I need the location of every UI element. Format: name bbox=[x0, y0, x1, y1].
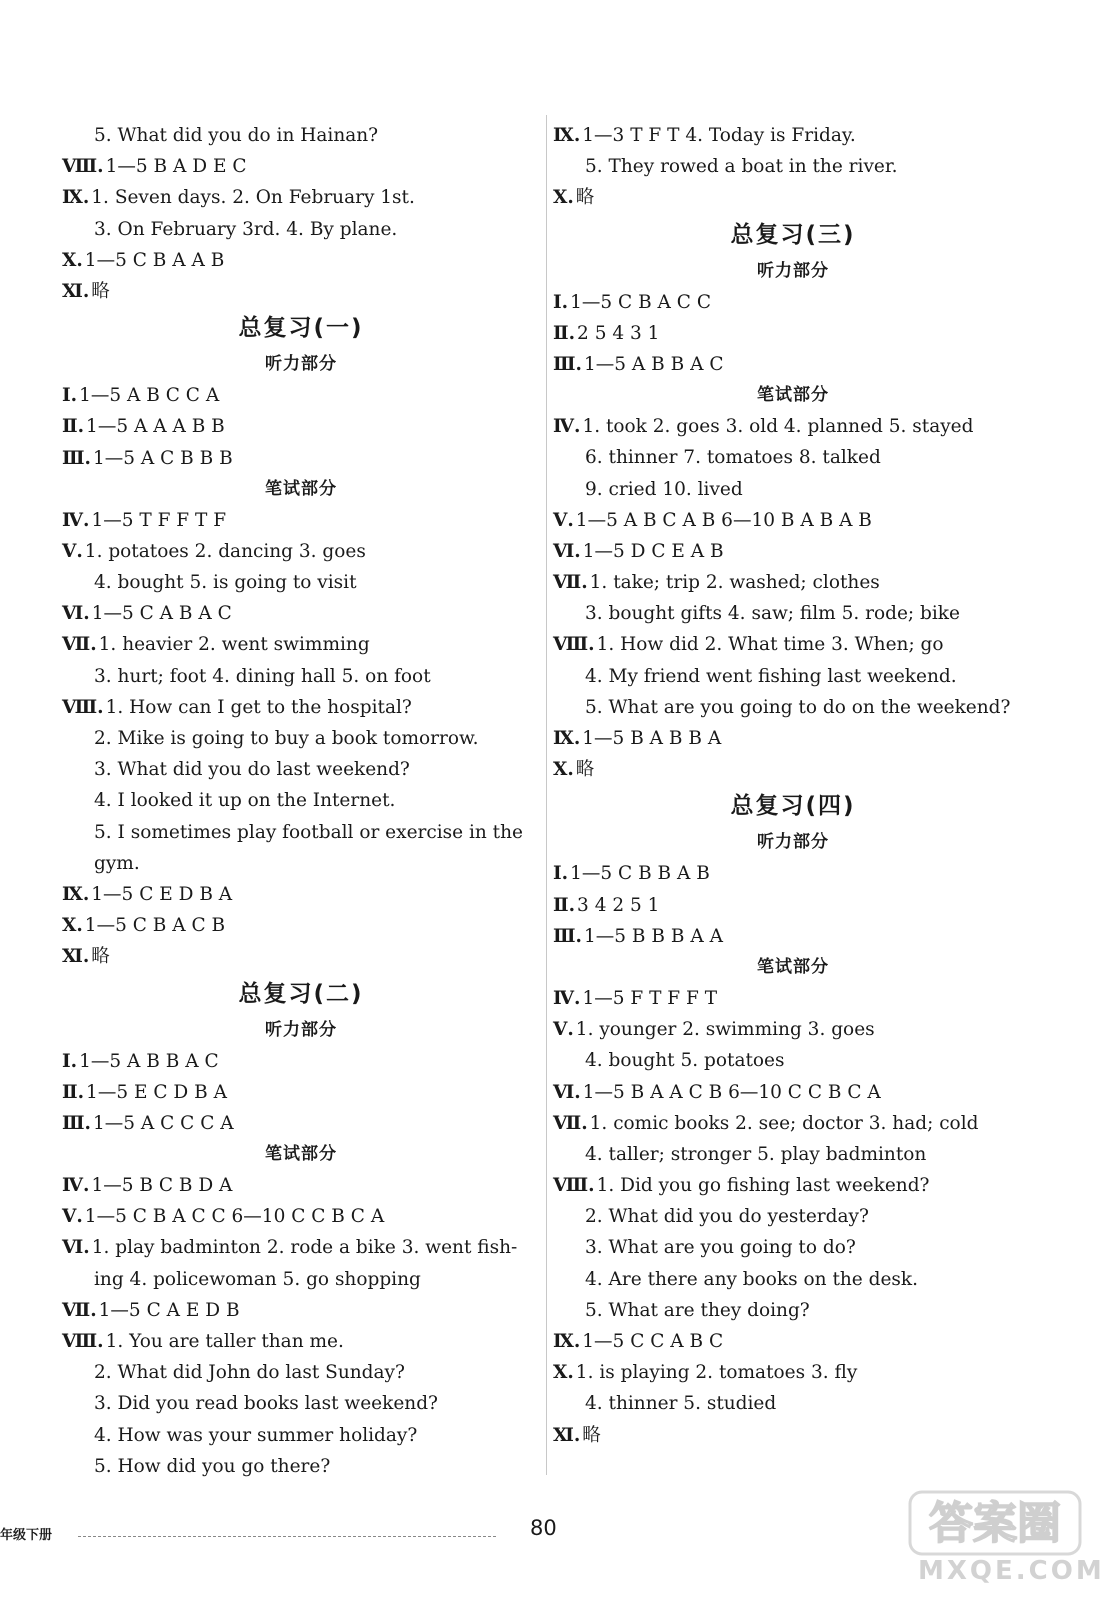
answer-line bbox=[62, 1232, 540, 1263]
answer-text: 1—5 A A A B B bbox=[86, 416, 225, 438]
answer-line bbox=[553, 983, 1033, 1014]
answer-text: 4. How was your summer holiday? bbox=[94, 1424, 418, 1446]
answer-text: 1—5 A B B A C bbox=[79, 1050, 219, 1072]
answer-text: 1—5 B A B B A bbox=[582, 728, 722, 749]
question-number: Ⅲ. bbox=[553, 925, 582, 947]
answer-text: 3. Did you read books last weekend? bbox=[94, 1393, 438, 1415]
answer-text: 3. hurt; foot 4. dining hall 5. on foot bbox=[94, 665, 431, 687]
answer-text: 1—5 B A A C B 6—10 C C B C A bbox=[582, 1081, 881, 1103]
answer-line bbox=[62, 380, 540, 411]
answer-text: 1—5 D C E A B bbox=[582, 540, 724, 562]
answer-line bbox=[62, 1264, 540, 1295]
answer-text: 4. bought 5. is going to visit bbox=[94, 572, 357, 594]
question-number: Ⅴ. bbox=[553, 509, 574, 531]
question-number: Ⅱ. bbox=[62, 416, 85, 438]
question-number: Ⅹ. bbox=[553, 759, 574, 781]
answer-line bbox=[553, 442, 1033, 473]
answer-text: 5. How did you go there? bbox=[94, 1455, 331, 1477]
answer-text: 1—5 C B A C B bbox=[84, 915, 226, 937]
watermark-url: MXQE.COM bbox=[918, 1556, 1105, 1586]
answer-line bbox=[62, 1420, 540, 1451]
answer-text: 1—5 C B A C C bbox=[570, 291, 711, 313]
answer-text: 4. I looked it up on the Internet. bbox=[94, 790, 396, 812]
part-subheading: 听力部分 bbox=[757, 832, 829, 853]
question-number: Ⅲ. bbox=[62, 1112, 91, 1134]
question-number: Ⅶ. bbox=[62, 634, 97, 656]
answer-line bbox=[553, 1170, 1033, 1201]
answer-text: 1. play badminton 2. rode a bike 3. went fish- bbox=[91, 1237, 518, 1259]
question-number: Ⅺ. bbox=[62, 946, 90, 968]
answer-line bbox=[553, 474, 1033, 505]
question-number: Ⅹ. bbox=[62, 249, 83, 271]
answer-text: 3. On February 3rd. 4. By plane. bbox=[94, 218, 398, 240]
answer-text: 1—5 A C C C A bbox=[92, 1112, 234, 1134]
answer-line bbox=[62, 120, 540, 151]
answer-text: 1. You are taller than me. bbox=[105, 1331, 344, 1352]
answer-line bbox=[62, 151, 540, 182]
question-number: Ⅺ. bbox=[62, 280, 90, 302]
question-number: Ⅵ. bbox=[62, 1237, 90, 1259]
answer-line bbox=[553, 182, 1033, 213]
answer-text: 4. bought 5. potatoes bbox=[585, 1050, 785, 1072]
question-number: Ⅳ. bbox=[62, 1175, 90, 1197]
answer-text: 5. What did you do in Hainan? bbox=[94, 125, 379, 146]
answer-text: 1. Seven days. 2. On February 1st. bbox=[91, 187, 415, 209]
answer-line bbox=[62, 785, 540, 816]
answer-text: 1—5 C E D B A bbox=[91, 883, 233, 905]
answer-line bbox=[553, 120, 1033, 151]
answer-text: 1—5 C A E D B bbox=[98, 1299, 240, 1321]
answer-line bbox=[553, 1420, 1033, 1451]
answer-line bbox=[553, 1264, 1033, 1295]
answer-text: 4. My friend went fishing last weekend. bbox=[585, 665, 957, 687]
answer-text: 9. cried 10. lived bbox=[585, 478, 743, 500]
part-subheading: 听力部分 bbox=[265, 1019, 337, 1040]
question-number: Ⅰ. bbox=[62, 385, 78, 407]
answer-line bbox=[553, 318, 1033, 349]
answer-line bbox=[553, 754, 1033, 785]
question-number: Ⅸ. bbox=[553, 125, 581, 146]
question-number: Ⅴ. bbox=[62, 540, 83, 562]
question-number: Ⅰ. bbox=[553, 291, 569, 313]
question-number: Ⅵ. bbox=[62, 603, 90, 625]
question-number: Ⅷ. bbox=[553, 1175, 595, 1197]
answer-line bbox=[62, 661, 540, 692]
answer-line bbox=[553, 411, 1033, 442]
answer-text: gym. bbox=[94, 852, 140, 874]
answer-line bbox=[62, 1201, 540, 1232]
question-number: Ⅳ. bbox=[553, 987, 581, 1009]
answer-line bbox=[62, 941, 540, 972]
answer-text: 2. Mike is going to buy a book tomorrow. bbox=[94, 728, 479, 749]
question-number: Ⅶ. bbox=[553, 1112, 588, 1134]
watermark-logo-text: 答案圈 bbox=[929, 1498, 1061, 1549]
left-column bbox=[62, 120, 540, 1482]
answer-line bbox=[62, 1388, 540, 1419]
answer-line bbox=[62, 411, 540, 442]
answer-line bbox=[553, 1232, 1033, 1263]
question-number: Ⅶ. bbox=[62, 1299, 97, 1321]
answer-text: 1—5 A B B A C bbox=[583, 353, 724, 375]
section-heading: 总复习(一) bbox=[238, 315, 364, 342]
answer-line bbox=[553, 921, 1033, 952]
question-number: Ⅷ. bbox=[62, 156, 104, 178]
question-number: Ⅱ. bbox=[553, 322, 576, 344]
answer-text: 1—5 F T F F T bbox=[582, 987, 718, 1009]
answer-text: 1—5 C A B A C bbox=[91, 603, 232, 625]
answer-line bbox=[553, 1139, 1033, 1170]
answer-line bbox=[553, 723, 1033, 754]
answer-text: 1. Did you go fishing last weekend? bbox=[596, 1175, 930, 1197]
answer-text: 略 bbox=[575, 187, 595, 209]
answer-line bbox=[62, 848, 540, 879]
answer-text: ing 4. policewoman 5. go shopping bbox=[94, 1268, 421, 1290]
answer-line bbox=[62, 443, 540, 474]
answer-text: 1. take; trip 2. washed; clothes bbox=[589, 572, 880, 594]
question-number: Ⅰ. bbox=[553, 863, 569, 885]
part-subheading: 笔试部分 bbox=[757, 385, 829, 406]
answer-line bbox=[553, 287, 1033, 318]
answer-line bbox=[553, 858, 1033, 889]
answer-text: 2 5 4 3 1 bbox=[577, 322, 660, 344]
answer-text: 2. What did John do last Sunday? bbox=[94, 1362, 405, 1384]
answer-line bbox=[62, 723, 540, 754]
answer-text: 4. taller; stronger 5. play badminton bbox=[585, 1143, 927, 1165]
part-subheading: 听力部分 bbox=[757, 260, 829, 281]
answer-line bbox=[553, 1201, 1033, 1232]
answer-text: 5. What are you going to do on the weekend? bbox=[585, 696, 1011, 718]
answer-line bbox=[553, 1295, 1033, 1326]
answer-text: 1—5 A B C C A bbox=[79, 385, 220, 407]
answer-text: 1. How can I get to the hospital? bbox=[105, 696, 412, 718]
answer-text: 3. What are you going to do? bbox=[585, 1237, 856, 1259]
answer-text: 1—5 C B B A B bbox=[570, 863, 710, 885]
answer-line bbox=[553, 536, 1033, 567]
answer-line bbox=[62, 1357, 540, 1388]
answer-text: 3. What did you do last weekend? bbox=[94, 759, 410, 781]
answer-text: 1—3 T F T 4. Today is Friday. bbox=[582, 125, 856, 146]
answer-text: 1—5 C B A C C 6—10 C C B C A bbox=[84, 1206, 385, 1228]
question-number: Ⅳ. bbox=[62, 509, 90, 531]
question-number: Ⅵ. bbox=[553, 540, 581, 562]
answer-line bbox=[553, 1108, 1033, 1139]
answer-line bbox=[62, 1326, 540, 1357]
answer-line bbox=[62, 879, 540, 910]
answer-text: 1. younger 2. swimming 3. goes bbox=[575, 1019, 875, 1041]
answer-line bbox=[62, 817, 540, 848]
answer-line bbox=[553, 567, 1033, 598]
answer-text: 1—5 B A D E C bbox=[105, 156, 247, 178]
part-subheading: 笔试部分 bbox=[757, 956, 829, 977]
answer-line bbox=[553, 1326, 1033, 1357]
answer-text: 略 bbox=[582, 1424, 601, 1446]
question-number: Ⅴ. bbox=[62, 1206, 83, 1228]
question-number: Ⅱ. bbox=[62, 1081, 85, 1103]
section-heading: 总复习(四) bbox=[730, 793, 856, 820]
answer-text: 1. is playing 2. tomatoes 3. fly bbox=[575, 1362, 858, 1384]
answer-text: 5. I sometimes play football or exercise in the bbox=[94, 821, 523, 843]
answer-line bbox=[62, 754, 540, 785]
page-number: 80 bbox=[530, 1516, 557, 1540]
answer-text: 3. bought gifts 4. saw; film 5. rode; bike bbox=[585, 603, 960, 625]
question-number: Ⅹ. bbox=[553, 187, 574, 209]
answer-text: 1—5 T F F T F bbox=[91, 509, 227, 531]
answer-line bbox=[553, 505, 1033, 536]
answer-line bbox=[553, 692, 1033, 723]
answer-text: 5. They rowed a boat in the river. bbox=[585, 156, 898, 178]
answer-text: 略 bbox=[91, 946, 110, 968]
answer-line bbox=[62, 1108, 540, 1139]
answer-text: 1—5 B B B A A bbox=[583, 925, 723, 947]
answer-text: 3 4 2 5 1 bbox=[577, 894, 660, 916]
question-number: Ⅸ. bbox=[553, 728, 581, 749]
answer-line bbox=[553, 598, 1033, 629]
answer-text: 1—5 E C D B A bbox=[86, 1081, 227, 1103]
answer-text: 1—5 C B A A B bbox=[84, 249, 225, 271]
question-number: Ⅹ. bbox=[62, 915, 83, 937]
answer-line bbox=[553, 661, 1033, 692]
column-divider bbox=[546, 115, 547, 1475]
answer-text: 4. thinner 5. studied bbox=[585, 1393, 777, 1415]
answer-text: 2. What did you do yesterday? bbox=[585, 1206, 869, 1228]
question-number: Ⅰ. bbox=[62, 1050, 78, 1072]
answer-line bbox=[62, 910, 540, 941]
question-number: Ⅸ. bbox=[62, 883, 90, 905]
question-number: Ⅲ. bbox=[553, 353, 582, 375]
answer-text: 5. What are they doing? bbox=[585, 1299, 810, 1321]
answer-line bbox=[62, 245, 540, 276]
question-number: Ⅷ. bbox=[62, 1331, 104, 1352]
answer-line bbox=[62, 1077, 540, 1108]
answer-line bbox=[62, 536, 540, 567]
section-heading: 总复习(三) bbox=[730, 221, 856, 248]
question-number: Ⅸ. bbox=[553, 1331, 581, 1352]
answer-text: 1. heavier 2. went swimming bbox=[98, 634, 370, 656]
question-number: Ⅸ. bbox=[62, 187, 90, 209]
answer-line bbox=[553, 1388, 1033, 1419]
part-subheading: 听力部分 bbox=[265, 354, 337, 375]
answer-line bbox=[62, 276, 540, 307]
question-number: Ⅺ. bbox=[553, 1424, 581, 1446]
question-number: Ⅱ. bbox=[553, 894, 576, 916]
part-subheading: 笔试部分 bbox=[265, 478, 337, 499]
answer-line bbox=[553, 890, 1033, 921]
answer-text: 4. Are there any books on the desk. bbox=[585, 1268, 918, 1290]
right-column bbox=[553, 120, 1033, 1451]
section-heading: 总复习(二) bbox=[238, 980, 364, 1007]
question-number: Ⅷ. bbox=[553, 634, 595, 656]
question-number: Ⅷ. bbox=[62, 696, 104, 718]
answer-line bbox=[62, 182, 540, 213]
answer-text: 1—5 B C B D A bbox=[91, 1175, 233, 1197]
answer-line bbox=[62, 1046, 540, 1077]
question-number: Ⅴ. bbox=[553, 1019, 574, 1041]
answer-line bbox=[62, 567, 540, 598]
answer-text: 1. How did 2. What time 3. When; go bbox=[596, 634, 944, 656]
question-number: Ⅳ. bbox=[553, 416, 581, 438]
answer-line bbox=[62, 598, 540, 629]
answer-line bbox=[62, 214, 540, 245]
question-number: Ⅶ. bbox=[553, 572, 588, 594]
answer-text: 1—5 A B C A B 6—10 B A B A B bbox=[575, 509, 872, 531]
answer-line bbox=[62, 505, 540, 536]
grade-label: 年级下册 bbox=[0, 1528, 53, 1543]
answer-text: 1—5 C C A B C bbox=[582, 1331, 724, 1352]
answer-line bbox=[553, 151, 1033, 182]
answer-text: 1. took 2. goes 3. old 4. planned 5. stayed bbox=[582, 416, 974, 438]
answer-text: 略 bbox=[575, 759, 595, 781]
question-number: Ⅵ. bbox=[553, 1081, 581, 1103]
answer-line bbox=[62, 1295, 540, 1326]
answer-line bbox=[553, 1014, 1033, 1045]
footer-rule bbox=[78, 1536, 496, 1537]
answer-line bbox=[62, 692, 540, 723]
answer-text: 略 bbox=[91, 280, 110, 302]
answer-line bbox=[62, 629, 540, 660]
answer-text: 1. comic books 2. see; doctor 3. had; cold bbox=[589, 1112, 979, 1134]
question-number: Ⅲ. bbox=[62, 447, 91, 469]
answer-line bbox=[553, 1045, 1033, 1076]
answer-text: 1. potatoes 2. dancing 3. goes bbox=[84, 540, 366, 562]
answer-line bbox=[553, 349, 1033, 380]
answer-line bbox=[553, 1077, 1033, 1108]
part-subheading: 笔试部分 bbox=[265, 1144, 337, 1165]
answer-text: 6. thinner 7. tomatoes 8. talked bbox=[585, 447, 881, 469]
answer-text: 1—5 A C B B B bbox=[92, 447, 233, 469]
question-number: Ⅹ. bbox=[553, 1362, 574, 1384]
answer-line bbox=[62, 1170, 540, 1201]
answer-line bbox=[553, 1357, 1033, 1388]
answer-line bbox=[62, 1451, 540, 1482]
answer-line bbox=[553, 629, 1033, 660]
